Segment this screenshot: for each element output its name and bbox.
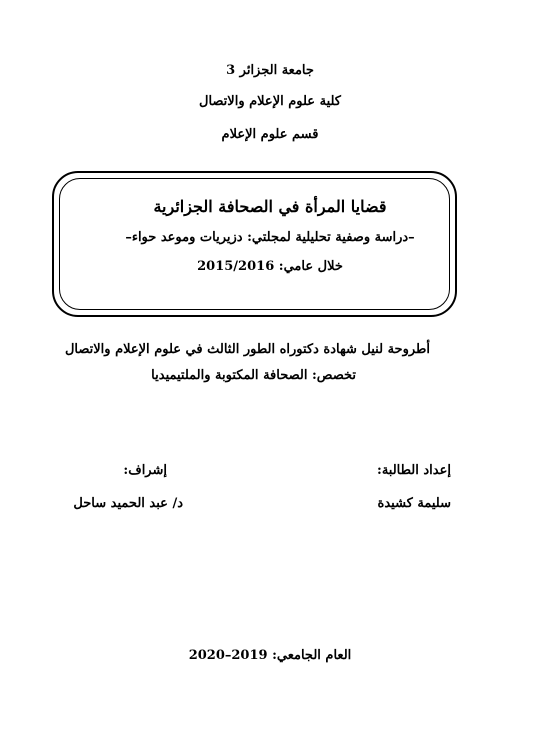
thesis-subtitle: –دراسة وصفية تحليلية لمجلتي: دزيريات وموعد حواء– xyxy=(125,230,415,245)
specialty: تخصص: الصحافة المكتوبة والملتيميديا xyxy=(151,368,356,383)
preparer-name: سليمة كشيدة xyxy=(377,496,451,511)
study-period: خلال عامي: 2015/2016 xyxy=(197,259,343,274)
university-name: جامعة الجزائر 3 xyxy=(226,63,314,78)
department-name: قسم علوم الإعلام xyxy=(221,127,319,142)
supervisor-name: د/ عبد الحميد ساحل xyxy=(73,496,183,511)
supervisor-label: إشراف: xyxy=(123,463,167,478)
faculty-name: كلية علوم الإعلام والاتصال xyxy=(199,94,341,109)
preparer-label: إعداد الطالبة: xyxy=(377,463,451,478)
academic-year: العام الجامعي: 2019–2020 xyxy=(188,648,352,663)
thesis-title: قضايا المرأة في الصحافة الجزائرية xyxy=(153,197,387,216)
thesis-description: أطروحة لنيل شهادة دكتوراه الطور الثالث في علوم الإعلام والاتصال xyxy=(64,342,430,357)
